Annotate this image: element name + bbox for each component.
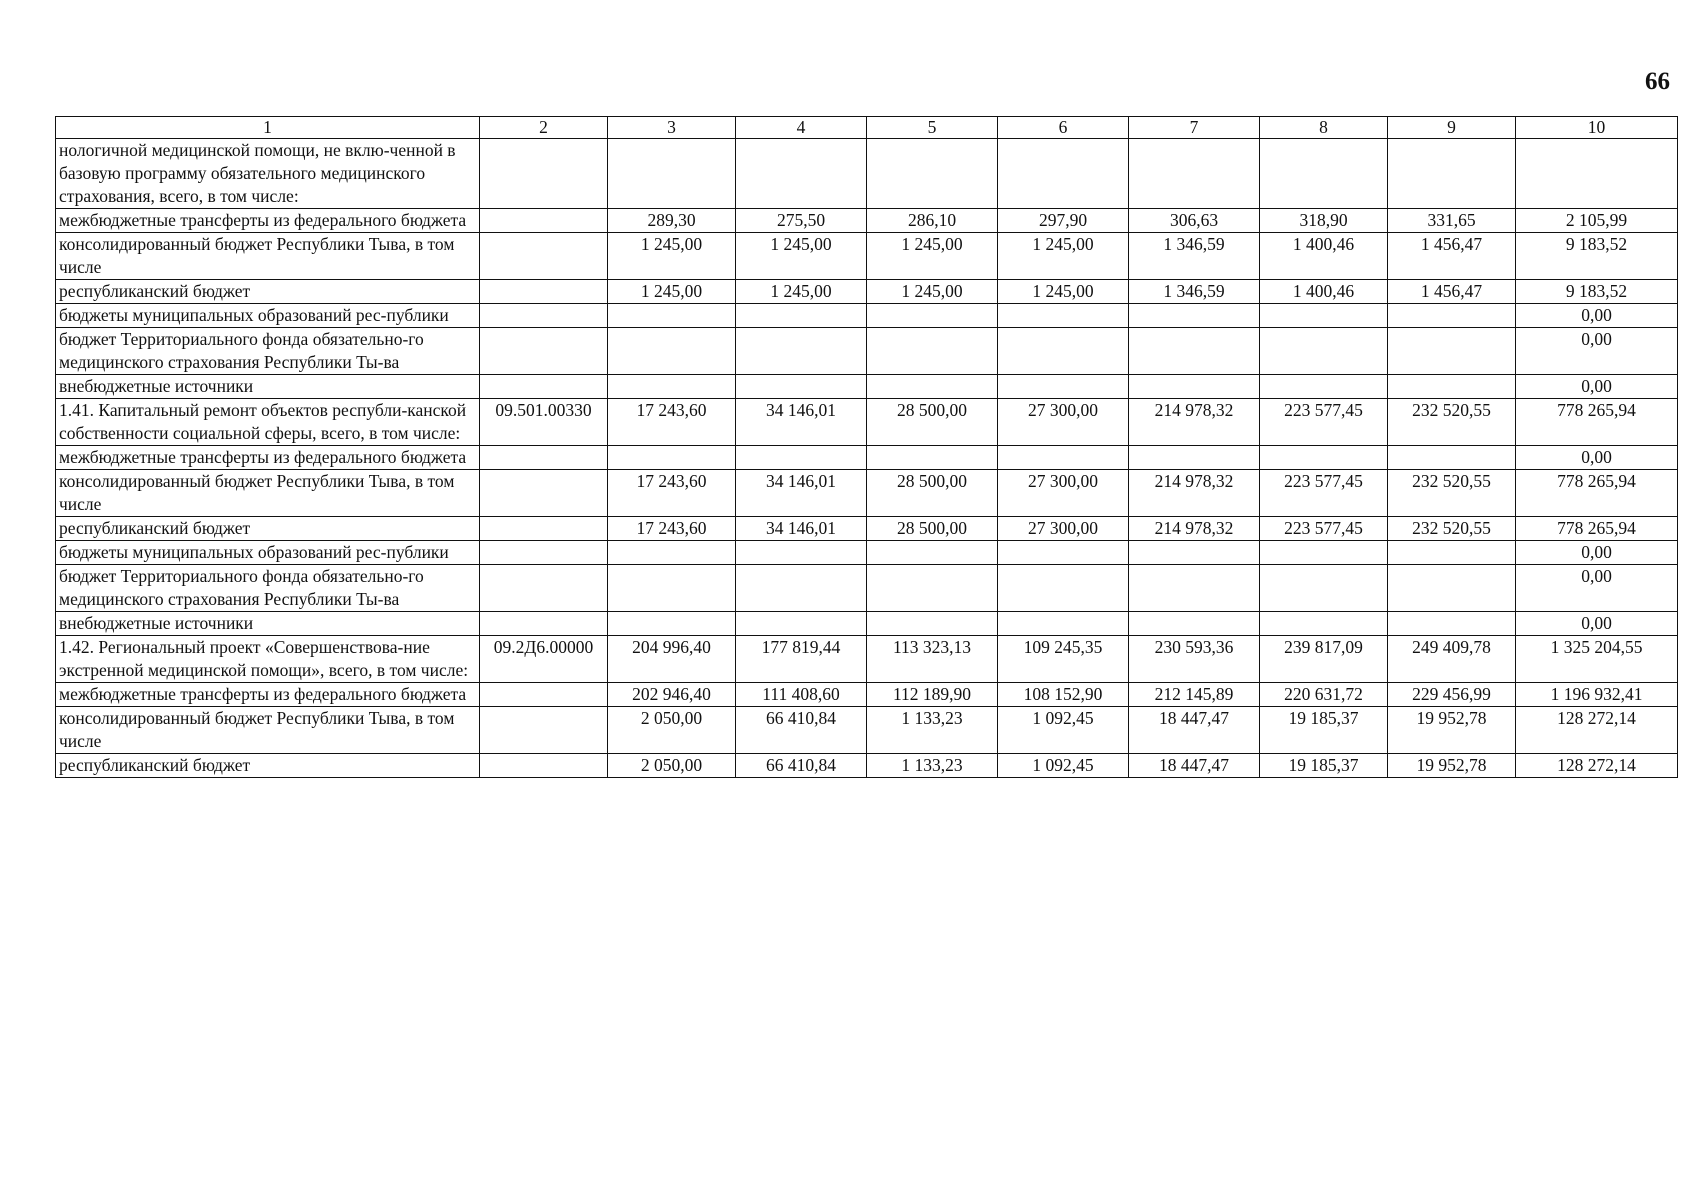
row-label: межбюджетные трансферты из федерального бюджета (56, 446, 480, 470)
total-value: 778 265,94 (1516, 517, 1678, 541)
total-value: 128 272,14 (1516, 707, 1678, 754)
year-value: 34 146,01 (736, 399, 867, 446)
year-value: 28 500,00 (867, 399, 998, 446)
year-value (867, 446, 998, 470)
total-value: 9 183,52 (1516, 233, 1678, 280)
year-value: 1 245,00 (867, 233, 998, 280)
year-value: 18 447,47 (1129, 707, 1260, 754)
year-value (736, 328, 867, 375)
year-value (736, 565, 867, 612)
total-value: 0,00 (1516, 446, 1678, 470)
year-value (736, 139, 867, 209)
year-value: 1 456,47 (1388, 280, 1516, 304)
year-value: 18 447,47 (1129, 754, 1260, 778)
year-value: 214 978,32 (1129, 470, 1260, 517)
year-value: 2 050,00 (608, 707, 736, 754)
year-value: 202 946,40 (608, 683, 736, 707)
year-value (736, 304, 867, 328)
year-value: 1 245,00 (608, 280, 736, 304)
year-value (1260, 375, 1388, 399)
year-value: 230 593,36 (1129, 636, 1260, 683)
column-number: 10 (1516, 117, 1678, 139)
year-value: 229 456,99 (1388, 683, 1516, 707)
budget-table (55, 116, 1678, 778)
year-value: 232 520,55 (1388, 517, 1516, 541)
year-value: 1 245,00 (867, 280, 998, 304)
year-value (1129, 304, 1260, 328)
year-value (867, 541, 998, 565)
total-value: 0,00 (1516, 612, 1678, 636)
year-value (998, 375, 1129, 399)
year-value (998, 304, 1129, 328)
year-value: 297,90 (998, 209, 1129, 233)
budget-code (480, 707, 608, 754)
year-value: 212 145,89 (1129, 683, 1260, 707)
year-value (867, 139, 998, 209)
year-value: 113 323,13 (867, 636, 998, 683)
year-value: 28 500,00 (867, 517, 998, 541)
table-body (56, 117, 1678, 778)
budget-code (480, 612, 608, 636)
row-label: консолидированный бюджет Республики Тыва, в том числе (56, 707, 480, 754)
table-row (56, 683, 1678, 707)
year-value (1260, 541, 1388, 565)
year-value (1388, 375, 1516, 399)
year-value (736, 541, 867, 565)
total-value: 0,00 (1516, 375, 1678, 399)
row-label: бюджет Территориального фонда обязательно-го медицинского страхования Республики Ты-ва (56, 328, 480, 375)
table-row (56, 139, 1678, 209)
page-number: 66 (1645, 68, 1670, 95)
budget-code (480, 517, 608, 541)
year-value: 34 146,01 (736, 470, 867, 517)
year-value (608, 375, 736, 399)
year-value (1260, 328, 1388, 375)
year-value (1260, 565, 1388, 612)
year-value: 1 245,00 (736, 233, 867, 280)
year-value (1388, 446, 1516, 470)
budget-code (480, 754, 608, 778)
year-value (998, 446, 1129, 470)
year-value (1129, 612, 1260, 636)
year-value: 111 408,60 (736, 683, 867, 707)
year-value: 27 300,00 (998, 399, 1129, 446)
year-value (998, 139, 1129, 209)
row-label: республиканский бюджет (56, 754, 480, 778)
column-number: 7 (1129, 117, 1260, 139)
year-value (1388, 304, 1516, 328)
year-value: 66 410,84 (736, 754, 867, 778)
year-value: 34 146,01 (736, 517, 867, 541)
table-row (56, 636, 1678, 683)
year-value (867, 375, 998, 399)
year-value: 220 631,72 (1260, 683, 1388, 707)
row-label: внебюджетные источники (56, 375, 480, 399)
table-row (56, 446, 1678, 470)
year-value: 1 456,47 (1388, 233, 1516, 280)
row-label: республиканский бюджет (56, 517, 480, 541)
year-value (1260, 304, 1388, 328)
year-value (736, 446, 867, 470)
column-number: 6 (998, 117, 1129, 139)
year-value (1388, 328, 1516, 375)
year-value: 2 050,00 (608, 754, 736, 778)
row-label: межбюджетные трансферты из федерального бюджета (56, 683, 480, 707)
total-value: 0,00 (1516, 565, 1678, 612)
table-row (56, 541, 1678, 565)
table-row (56, 517, 1678, 541)
total-value: 1 325 204,55 (1516, 636, 1678, 683)
year-value: 223 577,45 (1260, 517, 1388, 541)
year-value (998, 541, 1129, 565)
row-label: внебюджетные источники (56, 612, 480, 636)
budget-code (480, 565, 608, 612)
total-value: 128 272,14 (1516, 754, 1678, 778)
year-value: 112 189,90 (867, 683, 998, 707)
year-value: 1 092,45 (998, 754, 1129, 778)
year-value: 17 243,60 (608, 399, 736, 446)
year-value (867, 565, 998, 612)
year-value: 19 952,78 (1388, 754, 1516, 778)
year-value (608, 328, 736, 375)
year-value: 1 133,23 (867, 707, 998, 754)
table-row (56, 707, 1678, 754)
budget-code: 09.501.00330 (480, 399, 608, 446)
budget-code (480, 446, 608, 470)
table-row (56, 304, 1678, 328)
total-value: 0,00 (1516, 541, 1678, 565)
column-number: 8 (1260, 117, 1388, 139)
total-value: 0,00 (1516, 304, 1678, 328)
year-value: 1 092,45 (998, 707, 1129, 754)
year-value (608, 139, 736, 209)
year-value (1129, 139, 1260, 209)
row-label: межбюджетные трансферты из федерального бюджета (56, 209, 480, 233)
budget-code (480, 209, 608, 233)
year-value: 1 346,59 (1129, 280, 1260, 304)
year-value (608, 565, 736, 612)
year-value (1388, 541, 1516, 565)
year-value (867, 328, 998, 375)
year-value: 1 245,00 (608, 233, 736, 280)
year-value (1260, 139, 1388, 209)
row-label: бюджеты муниципальных образований рес-публики (56, 541, 480, 565)
row-label: бюджет Территориального фонда обязательно-го медицинского страхования Республики Ты-ва (56, 565, 480, 612)
table-row (56, 612, 1678, 636)
column-number: 4 (736, 117, 867, 139)
year-value: 177 819,44 (736, 636, 867, 683)
row-label: нологичной медицинской помощи, не вклю-ченной в базовую программу обязательного медицинского страхования, всего, в том числе: (56, 139, 480, 209)
row-label: консолидированный бюджет Республики Тыва, в том числе (56, 470, 480, 517)
year-value: 275,50 (736, 209, 867, 233)
table-row (56, 375, 1678, 399)
row-label: бюджеты муниципальных образований рес-публики (56, 304, 480, 328)
column-number: 3 (608, 117, 736, 139)
year-value (1388, 565, 1516, 612)
year-value: 204 996,40 (608, 636, 736, 683)
year-value (608, 304, 736, 328)
year-value (998, 612, 1129, 636)
year-value (608, 612, 736, 636)
table-row (56, 233, 1678, 280)
table-row (56, 754, 1678, 778)
year-value: 109 245,35 (998, 636, 1129, 683)
budget-code (480, 139, 608, 209)
year-value: 318,90 (1260, 209, 1388, 233)
row-label: республиканский бюджет (56, 280, 480, 304)
budget-code (480, 683, 608, 707)
table-row (56, 470, 1678, 517)
year-value (1260, 612, 1388, 636)
total-value: 2 105,99 (1516, 209, 1678, 233)
table-row (56, 399, 1678, 446)
year-value: 28 500,00 (867, 470, 998, 517)
budget-code (480, 233, 608, 280)
year-value (608, 541, 736, 565)
year-value: 232 520,55 (1388, 470, 1516, 517)
year-value: 27 300,00 (998, 470, 1129, 517)
table-row (56, 280, 1678, 304)
year-value: 108 152,90 (998, 683, 1129, 707)
year-value (608, 446, 736, 470)
year-value (867, 612, 998, 636)
year-value (1388, 612, 1516, 636)
year-value (1129, 375, 1260, 399)
column-number: 9 (1388, 117, 1516, 139)
total-value: 9 183,52 (1516, 280, 1678, 304)
year-value (1260, 446, 1388, 470)
year-value: 19 185,37 (1260, 754, 1388, 778)
year-value: 239 817,09 (1260, 636, 1388, 683)
column-number: 5 (867, 117, 998, 139)
year-value: 223 577,45 (1260, 470, 1388, 517)
row-label: 1.41. Капитальный ремонт объектов республи-канской собственности социальной сферы, всего, в том числе: (56, 399, 480, 446)
year-value (998, 565, 1129, 612)
year-value: 289,30 (608, 209, 736, 233)
total-value: 778 265,94 (1516, 399, 1678, 446)
year-value: 1 245,00 (998, 233, 1129, 280)
year-value: 306,63 (1129, 209, 1260, 233)
table-row (56, 328, 1678, 375)
year-value: 331,65 (1388, 209, 1516, 233)
total-value: 778 265,94 (1516, 470, 1678, 517)
budget-code: 09.2Д6.00000 (480, 636, 608, 683)
budget-code (480, 541, 608, 565)
year-value: 17 243,60 (608, 517, 736, 541)
year-value: 27 300,00 (998, 517, 1129, 541)
year-value (1129, 541, 1260, 565)
year-value: 1 245,00 (736, 280, 867, 304)
column-number: 2 (480, 117, 608, 139)
total-value: 1 196 932,41 (1516, 683, 1678, 707)
row-label: консолидированный бюджет Республики Тыва, в том числе (56, 233, 480, 280)
budget-code (480, 328, 608, 375)
year-value: 286,10 (867, 209, 998, 233)
budget-code (480, 304, 608, 328)
year-value: 1 400,46 (1260, 233, 1388, 280)
column-number-row (56, 117, 1678, 139)
year-value: 1 346,59 (1129, 233, 1260, 280)
year-value (1388, 139, 1516, 209)
budget-code (480, 375, 608, 399)
total-value: 0,00 (1516, 328, 1678, 375)
year-value (1129, 328, 1260, 375)
budget-code (480, 470, 608, 517)
year-value: 19 952,78 (1388, 707, 1516, 754)
year-value (998, 328, 1129, 375)
year-value: 17 243,60 (608, 470, 736, 517)
year-value: 1 245,00 (998, 280, 1129, 304)
total-value (1516, 139, 1678, 209)
year-value (867, 304, 998, 328)
year-value: 19 185,37 (1260, 707, 1388, 754)
year-value (736, 375, 867, 399)
year-value: 1 400,46 (1260, 280, 1388, 304)
year-value: 1 133,23 (867, 754, 998, 778)
year-value (1129, 446, 1260, 470)
table-row (56, 565, 1678, 612)
year-value: 232 520,55 (1388, 399, 1516, 446)
year-value: 66 410,84 (736, 707, 867, 754)
year-value: 214 978,32 (1129, 517, 1260, 541)
year-value (1129, 565, 1260, 612)
column-number: 1 (56, 117, 480, 139)
table-row (56, 209, 1678, 233)
year-value: 223 577,45 (1260, 399, 1388, 446)
year-value: 249 409,78 (1388, 636, 1516, 683)
year-value (736, 612, 867, 636)
year-value: 214 978,32 (1129, 399, 1260, 446)
row-label: 1.42. Региональный проект «Совершенствова-ние экстренной медицинской помощи», всего, в том числе: (56, 636, 480, 683)
budget-code (480, 280, 608, 304)
